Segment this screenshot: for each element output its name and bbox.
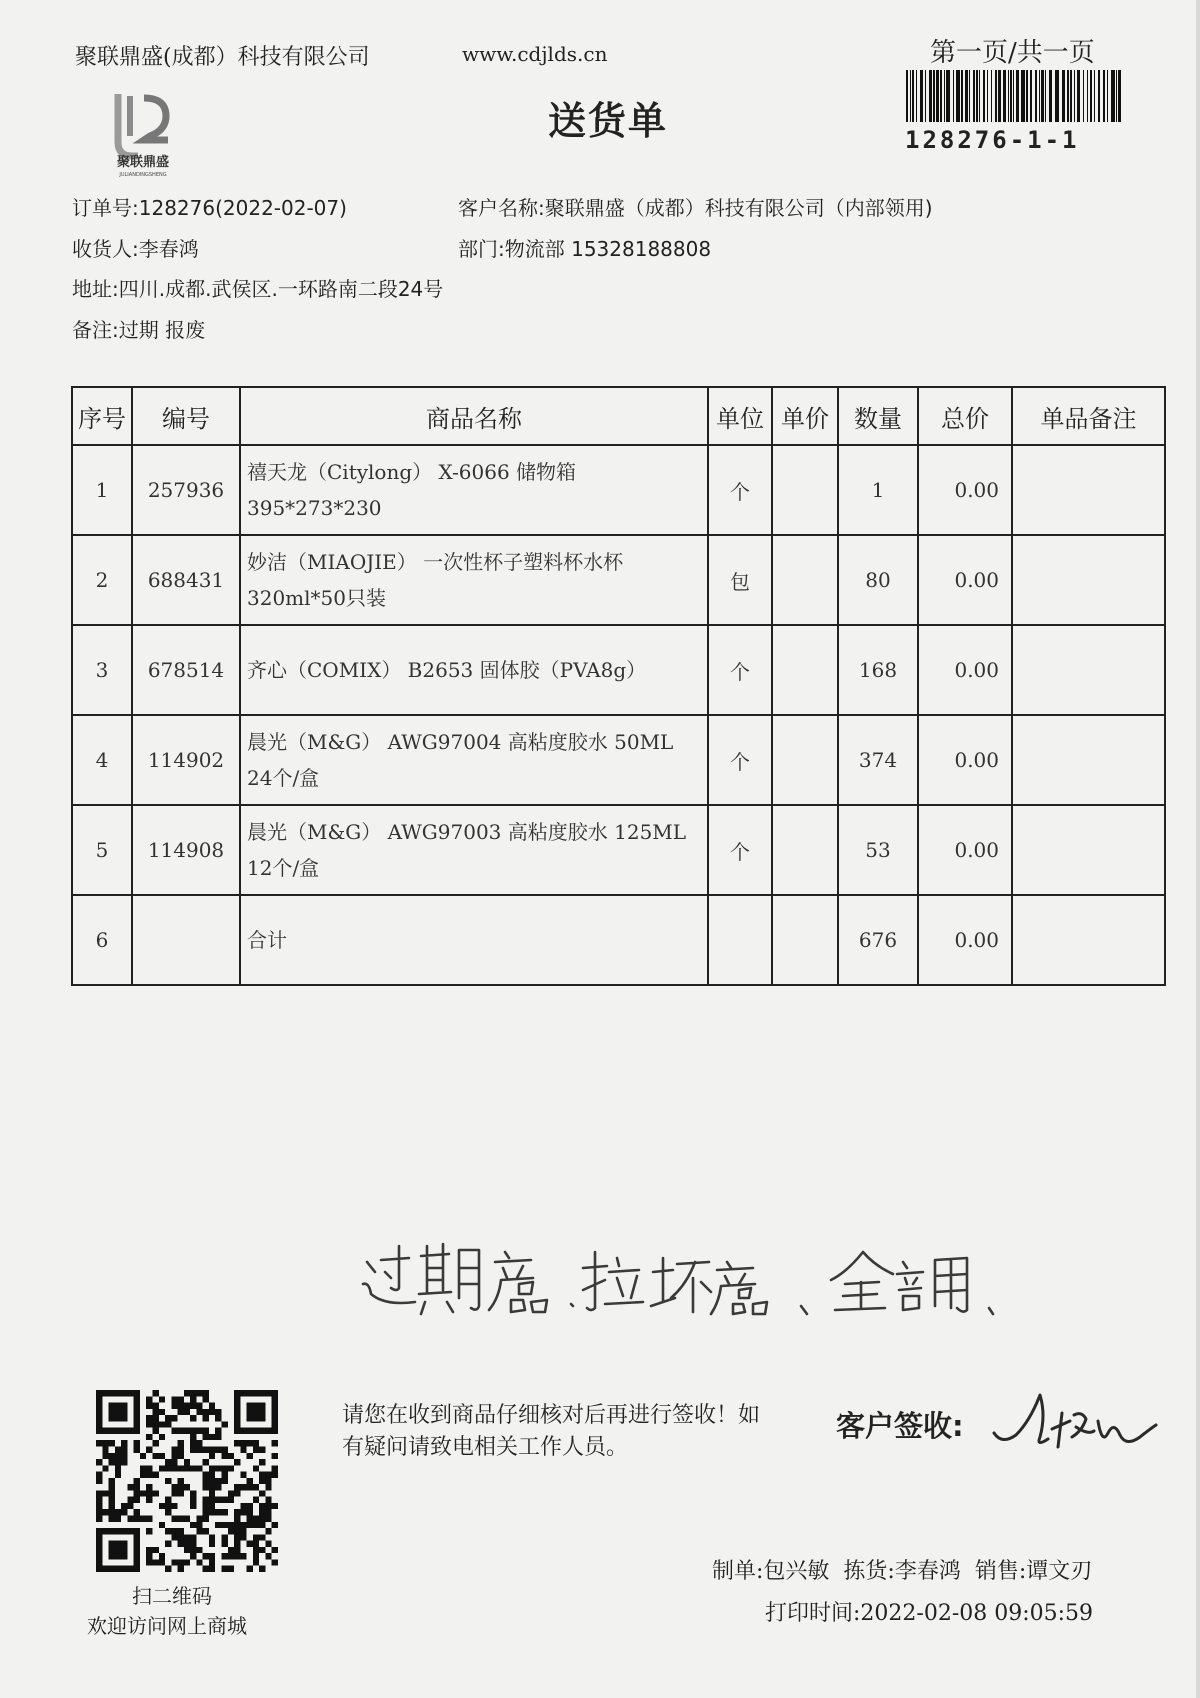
- cell-seq: 3: [72, 625, 132, 715]
- qr-caption: 扫二维码: [132, 1584, 212, 1608]
- cell-unit: [708, 895, 772, 985]
- cell-unit: 个: [708, 805, 772, 895]
- receiver-label: 收货人:: [72, 237, 139, 261]
- remark-value: 过期 报废: [118, 318, 206, 342]
- cell-qty: 53: [838, 805, 918, 895]
- address-label: 地址:: [72, 277, 119, 301]
- address-field: [72, 273, 443, 302]
- order-number-value: 128276(2022-02-07): [138, 196, 347, 220]
- qr-code[interactable]: [96, 1390, 278, 1572]
- customer-field: [458, 192, 933, 221]
- cell-qty: 80: [838, 535, 918, 625]
- cell-name: [240, 805, 708, 895]
- table-header-row: [72, 387, 1165, 445]
- cell-price: [772, 625, 838, 715]
- table-row: [72, 535, 1165, 625]
- col-header-price: 单价: [772, 387, 838, 445]
- col-header-name: 商品名称: [240, 387, 708, 445]
- cell-note: [1012, 625, 1165, 715]
- cell-note: [1012, 535, 1165, 625]
- cell-price: [772, 715, 838, 805]
- cell-seq: 2: [72, 535, 132, 625]
- barcode-number: 128276-1-1: [905, 126, 1080, 154]
- cell-qty: 374: [838, 715, 918, 805]
- table-row: [72, 805, 1165, 895]
- cell-name: [240, 535, 708, 625]
- department-value: 物流部 15328188808: [504, 237, 712, 261]
- cell-code: 114902: [132, 715, 240, 805]
- customer-value: 聚联鼎盛（成都）科技有限公司（内部领用): [544, 196, 933, 220]
- cell-price: [772, 445, 838, 535]
- col-header-qty: 数量: [838, 387, 918, 445]
- cell-seq: 1: [72, 445, 132, 535]
- col-header-unit: 单位: [708, 387, 772, 445]
- print-time: 打印时间:2022-02-08 09:05:59: [765, 1601, 1094, 1626]
- department-label: 部门:: [458, 237, 505, 261]
- col-header-seq: 序号: [72, 387, 132, 445]
- name-line1: 禧天龙（Citylong） X-6066 储物箱: [247, 460, 577, 484]
- cell-code: [132, 895, 240, 985]
- cell-total: 0.00: [918, 535, 1012, 625]
- customer-label: 客户名称:: [458, 196, 545, 220]
- cell-name: [240, 445, 708, 535]
- cell-name: [240, 715, 708, 805]
- cell-name: [240, 625, 708, 715]
- remark-label: 备注:: [72, 318, 119, 342]
- table-total-row: [72, 895, 1165, 985]
- customer-sign-label: 客户签收:: [836, 1409, 964, 1443]
- cell-unit: 个: [708, 445, 772, 535]
- staff-info: [712, 1554, 1106, 1585]
- receiver-field: [72, 233, 199, 262]
- qr-caption-mall: 欢迎访问网上商城: [87, 1614, 247, 1638]
- table-row: [72, 715, 1165, 805]
- name-line2: 12个/盒: [247, 856, 320, 880]
- name-line1: 齐心（COMIX） B2653 固体胶（PVA8g）: [247, 658, 647, 682]
- address-value: 四川.成都.武侯区.一环路南二段24号: [118, 277, 444, 301]
- name-line1: 晨光（M&G） AWG97004 高粘度胶水 50ML: [247, 730, 674, 754]
- cell-note: [1012, 895, 1165, 985]
- barcode: [906, 70, 1122, 122]
- name-line1: 合计: [247, 928, 287, 952]
- maker-text: 制单:包兴敏: [712, 1559, 830, 1584]
- table-row: [72, 445, 1165, 535]
- remark-field: [72, 314, 205, 343]
- receiver-value: 李春鸿: [138, 237, 199, 261]
- cell-code: 114908: [132, 805, 240, 895]
- items-table: [71, 386, 1166, 986]
- order-number-field: [72, 192, 347, 221]
- cell-total: 0.00: [918, 445, 1012, 535]
- cell-total: 0.00: [918, 805, 1012, 895]
- cell-total: 0.00: [918, 625, 1012, 715]
- cell-qty: 168: [838, 625, 918, 715]
- handwritten-note: [355, 1222, 1015, 1322]
- cell-price: [772, 805, 838, 895]
- name-line2: 395*273*230: [247, 496, 382, 520]
- cell-price: [772, 895, 838, 985]
- name-line2: 320ml*50只装: [247, 586, 386, 610]
- name-line1: 妙洁（MIAOJIE） 一次性杯子塑料杯水杯: [247, 550, 624, 574]
- department-field: [458, 233, 711, 262]
- col-header-total: 总价: [918, 387, 1012, 445]
- cell-total: 0.00: [918, 895, 1012, 985]
- cell-unit: 包: [708, 535, 772, 625]
- cell-code: 257936: [132, 445, 240, 535]
- name-line2: 24个/盒: [247, 766, 320, 790]
- cell-qty: 1: [838, 445, 918, 535]
- cell-note: [1012, 445, 1165, 535]
- cell-price: [772, 535, 838, 625]
- cell-total: 0.00: [918, 715, 1012, 805]
- cell-unit: 个: [708, 715, 772, 805]
- name-line1: 晨光（M&G） AWG97003 高粘度胶水 125ML: [247, 820, 687, 844]
- order-number-label: 订单号:: [72, 196, 139, 220]
- col-header-note: 单品备注: [1012, 387, 1165, 445]
- logo-text: 聚联鼎盛: [116, 155, 170, 170]
- sales-text: 销售:谭文刃: [974, 1559, 1093, 1584]
- cell-code: 688431: [132, 535, 240, 625]
- table-row: [72, 625, 1165, 715]
- company-logo: [98, 86, 188, 178]
- cell-seq: 4: [72, 715, 132, 805]
- picker-text: 拣货:李春鸿: [843, 1559, 961, 1584]
- cell-unit: 个: [708, 625, 772, 715]
- col-header-code: 编号: [132, 387, 240, 445]
- cell-note: [1012, 715, 1165, 805]
- notice-text: 请您在收到商品仔细核对后再进行签收！如有疑问请致电相关工作人员。: [342, 1403, 761, 1460]
- cell-code: 678514: [132, 625, 240, 715]
- logo-subtext: JULIANDINGSHENG: [119, 172, 167, 178]
- customer-signature: [990, 1385, 1160, 1455]
- page-info: 第一页/共一页: [930, 38, 1095, 68]
- cell-note: [1012, 805, 1165, 895]
- cell-seq: 6: [72, 895, 132, 985]
- cell-name: [240, 895, 708, 985]
- company-name: 聚联鼎盛(成都）科技有限公司: [75, 45, 370, 70]
- document-title: 送货单: [548, 99, 669, 143]
- cell-seq: 5: [72, 805, 132, 895]
- cell-qty: 676: [838, 895, 918, 985]
- company-website: www.cdjlds.cn: [462, 42, 608, 66]
